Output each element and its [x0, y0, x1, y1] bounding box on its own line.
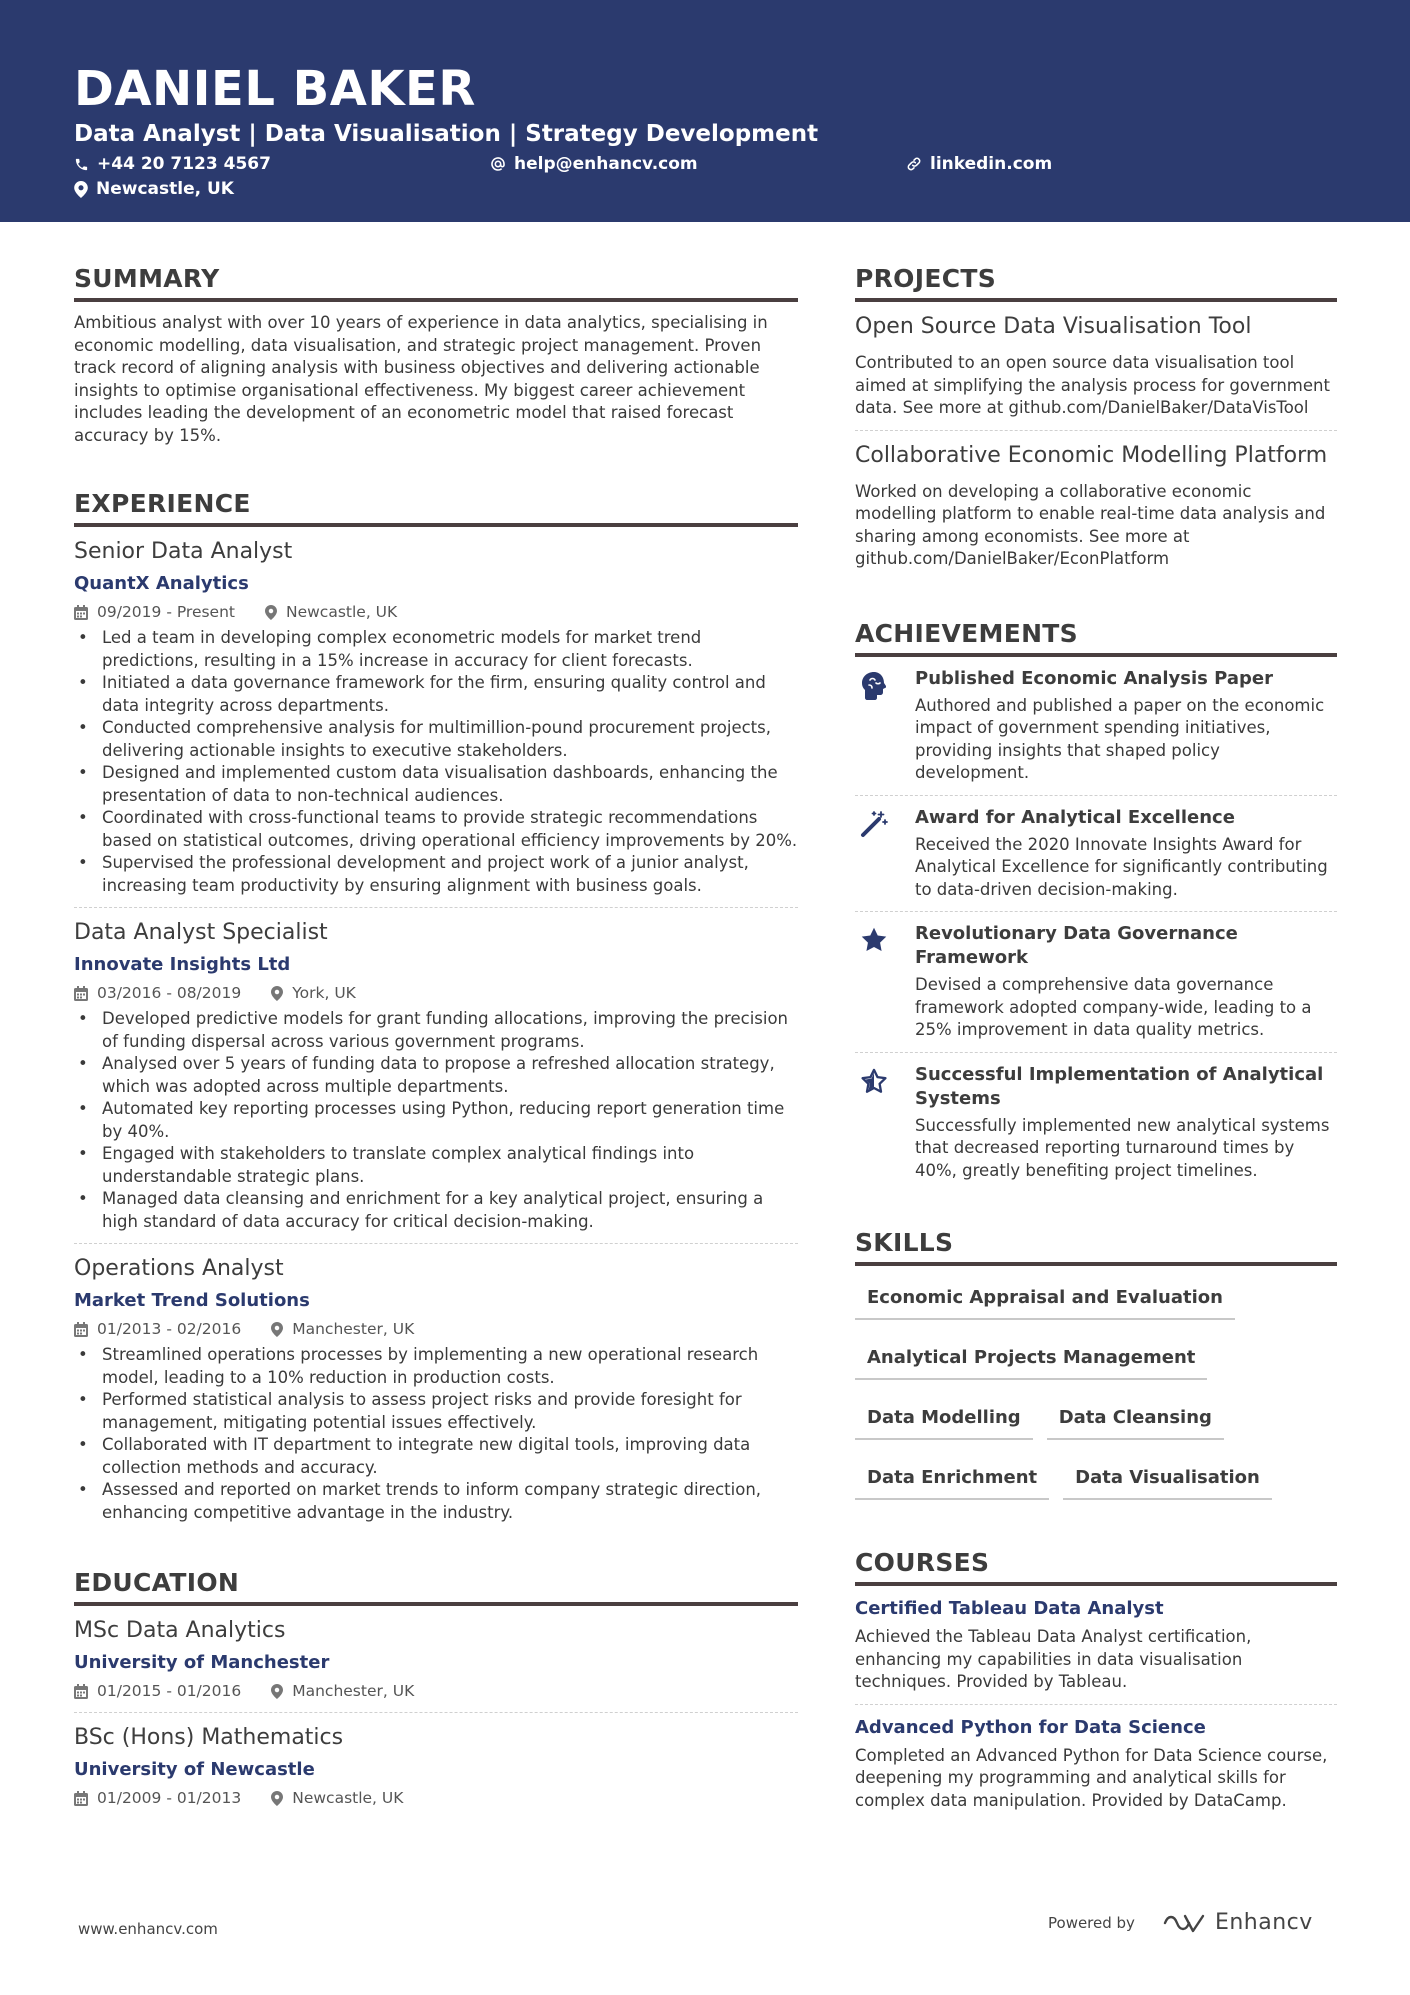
job-bullets — [74, 1344, 798, 1524]
education-section — [74, 1566, 798, 1819]
contact-location — [74, 177, 234, 201]
achievement-title: Award for Analytical Excellence — [915, 806, 1235, 828]
skills-section — [855, 1226, 1337, 1516]
job-bullets — [74, 627, 798, 897]
bullet-item: • Assessed and reported on market trends to inform company strategic direction, enhancing competitive advantage in the industry. — [74, 1479, 798, 1524]
skill-tag: Data Cleansing — [1047, 1396, 1224, 1440]
contact-phone[interactable] — [74, 152, 271, 176]
bullet-item: • Designed and implemented custom data visualisation dashboards, enhancing the presentation of data to non-technical audiences. — [74, 762, 798, 807]
brand-name: Enhancv — [1214, 1910, 1313, 1935]
bullet-item: • Performed statistical analysis to assess project risks and provide foresight for management, mitigating potential issues effectively. — [74, 1389, 798, 1434]
education-dates: 01/2015 - 01/2016 — [97, 1682, 242, 1700]
job-meta — [74, 982, 798, 1004]
bullet-item: • Automated key reporting processes using Python, reducing report generation time by 40%. — [74, 1098, 798, 1143]
project-entry — [855, 441, 1337, 581]
achievements-title: ACHIEVEMENTS — [855, 617, 1337, 657]
school-name: University of Newcastle — [74, 1759, 315, 1780]
achievement-item — [855, 806, 1337, 913]
job-location: Newcastle, UK — [286, 603, 398, 621]
job-title: Data Analyst Specialist — [74, 920, 328, 945]
project-description: Contributed to an open source data visualisation tool aimed at simplifying the analysis process for government data. See more at github.com/DanielBaker/DataVisTool — [855, 353, 1330, 417]
achievement-title: Published Economic Analysis Paper — [915, 667, 1273, 689]
education-entry — [74, 1616, 798, 1713]
candidate-name: DANIEL BAKER — [74, 61, 476, 117]
bullet-item: • Developed predictive models for grant funding allocations, improving the precision of funding dispersal across various government programs. — [74, 1008, 798, 1053]
achievement-item — [855, 667, 1337, 796]
experience-entry — [74, 537, 798, 908]
powered-by-label: Powered by — [1048, 1913, 1135, 1932]
job-dates: 09/2019 - Present — [97, 603, 235, 621]
skill-tag: Data Modelling — [855, 1396, 1033, 1440]
calendar-icon — [74, 1684, 88, 1699]
summary-section — [74, 262, 798, 447]
courses-title: COURSES — [855, 1546, 1337, 1586]
projects-title: PROJECTS — [855, 262, 1337, 302]
right-column — [855, 262, 1337, 1862]
bullet-item: • Streamlined operations processes by implementing a new operational research model, leading to a 10% reduction in production costs. — [74, 1344, 798, 1389]
education-location: Newcastle, UK — [292, 1789, 404, 1807]
skill-tag: Data Enrichment — [855, 1456, 1049, 1500]
project-description: Worked on developing a collaborative economic modelling platform to enable real-time data analysis and sharing among economists. See more at github.com/DanielBaker/EconPlatform — [855, 481, 1326, 568]
education-dates: 01/2009 - 01/2013 — [97, 1789, 242, 1807]
achievement-title: Successful Implementation of Analytical Systems — [915, 1063, 1324, 1109]
bullet-item: • Coordinated with cross-functional teams to provide strategic recommendations based on statistical outcomes, driving operational efficiency improvements by 20%. — [74, 807, 798, 852]
at-icon — [490, 156, 506, 172]
contact-email[interactable] — [490, 152, 698, 176]
location-pin-icon — [271, 1791, 283, 1806]
enhancv-logo-icon — [1161, 1912, 1207, 1934]
link-icon — [906, 156, 922, 172]
education-meta — [74, 1787, 798, 1809]
calendar-icon — [74, 986, 88, 1001]
achievement-text: Received the 2020 Innovate Insights Award for Analytical Excellence for significantly contributing to data-driven decision-making. — [915, 834, 1328, 899]
degree-title: BSc (Hons) Mathematics — [74, 1725, 344, 1750]
candidate-headline: Data Analyst | Data Visualisation | Strategy Development — [74, 121, 819, 147]
job-dates: 03/2016 - 08/2019 — [97, 984, 242, 1002]
job-meta — [74, 601, 798, 623]
phone-icon — [74, 157, 89, 172]
education-meta — [74, 1680, 798, 1702]
achievement-text: Successfully implemented new analytical systems that decreased reporting turnaround times by 40%, greatly benefiting project timelines. — [915, 1115, 1330, 1180]
email-text: help@enhancv.com — [514, 154, 698, 174]
course-entry — [855, 1596, 1337, 1705]
resume-header — [0, 0, 1410, 222]
location-pin-icon — [271, 1684, 283, 1699]
magic-wand-icon — [860, 810, 888, 838]
job-location: York, UK — [292, 984, 356, 1002]
location-text: Newcastle, UK — [96, 179, 234, 199]
star-icon — [860, 926, 888, 954]
summary-text: Ambitious analyst with over 10 years of experience in data analytics, specialising in economic modelling, data visualisation, and strategic project management. Proven track record of aligning analysis with business objectives and delivering actionable insights to optimise organisational effectiveness. My biggest career achievement includes leading the development of an econometric model that raised forecast accuracy by 15%. — [74, 313, 768, 445]
education-title: EDUCATION — [74, 1566, 798, 1606]
phone-text: +44 20 7123 4567 — [97, 154, 271, 174]
degree-title: MSc Data Analytics — [74, 1618, 286, 1643]
job-location: Manchester, UK — [292, 1320, 415, 1338]
bullet-item: • Engaged with stakeholders to translate complex analytical findings into understandable strategic plans. — [74, 1143, 798, 1188]
skills-title: SKILLS — [855, 1226, 1337, 1266]
skill-tag: Economic Appraisal and Evaluation — [855, 1276, 1235, 1320]
location-pin-icon — [271, 1322, 283, 1337]
location-pin-icon — [271, 986, 283, 1001]
summary-title: SUMMARY — [74, 262, 798, 302]
experience-title: EXPERIENCE — [74, 487, 798, 527]
location-pin-icon — [265, 605, 277, 620]
achievement-text: Authored and published a paper on the economic impact of government spending initiatives, providing insights that shaped policy development. — [915, 695, 1325, 782]
course-title: Certified Tableau Data Analyst — [855, 1598, 1164, 1619]
bullet-item: • Analysed over 5 years of funding data to propose a refreshed allocation strategy, which was adopted across multiple departments. — [74, 1053, 798, 1098]
job-bullets — [74, 1008, 798, 1233]
contact-linkedin[interactable] — [906, 152, 1052, 176]
bullet-item: • Managed data cleansing and enrichment for a key analytical project, ensuring a high standard of data accuracy for critical decision-making. — [74, 1188, 798, 1233]
brain-icon — [860, 671, 888, 701]
company-name: Innovate Insights Ltd — [74, 954, 291, 975]
star-outline-icon — [860, 1067, 888, 1095]
course-description: Achieved the Tableau Data Analyst certification, enhancing my capabilities in data visualisation techniques. Provided by Tableau. — [855, 1627, 1252, 1691]
achievements-section — [855, 617, 1337, 1193]
calendar-icon — [74, 1322, 88, 1337]
location-pin-icon — [74, 181, 88, 198]
bullet-item: • Led a team in developing complex econometric models for market trend predictions, resulting in a 15% increase in accuracy for client forecasts. — [74, 627, 798, 672]
achievement-text: Devised a comprehensive data governance framework adopted company-wide, leading to a 25% improvement in data quality metrics. — [915, 975, 1312, 1039]
bullet-item: • Conducted comprehensive analysis for multimillion-pound procurement projects, delivering actionable insights to executive stakeholders. — [74, 717, 798, 762]
education-entry — [74, 1723, 798, 1819]
project-title: Open Source Data Visualisation Tool — [855, 314, 1252, 339]
left-column — [74, 262, 798, 1859]
bullet-item: • Supervised the professional development and project work of a junior analyst, increasing team productivity by ensuring alignment with business goals. — [74, 852, 798, 897]
project-title: Collaborative Economic Modelling Platform — [855, 442, 1328, 468]
achievement-title: Revolutionary Data Governance Framework — [915, 923, 1238, 968]
company-name: Market Trend Solutions — [74, 1290, 310, 1311]
experience-section — [74, 487, 798, 1534]
job-dates: 01/2013 - 02/2016 — [97, 1320, 242, 1338]
course-description: Completed an Advanced Python for Data Science course, deepening my programming and analytical skills for complex data manipulation. Provided by DataCamp. — [855, 1745, 1328, 1810]
education-location: Manchester, UK — [292, 1682, 415, 1700]
achievement-item — [855, 1063, 1337, 1193]
footer-website[interactable]: www.enhancv.com — [78, 1920, 218, 1938]
bullet-item: • Initiated a data governance framework for the firm, ensuring quality control and data integrity across departments. — [74, 672, 798, 717]
calendar-icon — [74, 1791, 88, 1806]
bullet-item: • Collaborated with IT department to integrate new digital tools, improving data collection methods and accuracy. — [74, 1434, 798, 1479]
linkedin-text: linkedin.com — [930, 154, 1053, 174]
footer-brand[interactable] — [1048, 1910, 1313, 1935]
projects-section — [855, 262, 1337, 581]
skills-list — [855, 1276, 1337, 1516]
project-entry — [855, 312, 1337, 431]
calendar-icon — [74, 605, 88, 620]
job-title: Operations Analyst — [74, 1256, 284, 1281]
job-title: Senior Data Analyst — [74, 539, 293, 564]
experience-entry — [74, 918, 798, 1244]
experience-entry — [74, 1254, 798, 1534]
school-name: University of Manchester — [74, 1652, 330, 1673]
courses-section — [855, 1546, 1337, 1822]
achievement-item — [855, 922, 1337, 1053]
company-name: QuantX Analytics — [74, 573, 249, 594]
course-entry — [855, 1715, 1337, 1823]
job-meta — [74, 1318, 798, 1340]
skill-tag: Analytical Projects Management — [855, 1336, 1207, 1380]
skill-tag: Data Visualisation — [1063, 1456, 1272, 1500]
course-title: Advanced Python for Data Science — [855, 1716, 1206, 1738]
